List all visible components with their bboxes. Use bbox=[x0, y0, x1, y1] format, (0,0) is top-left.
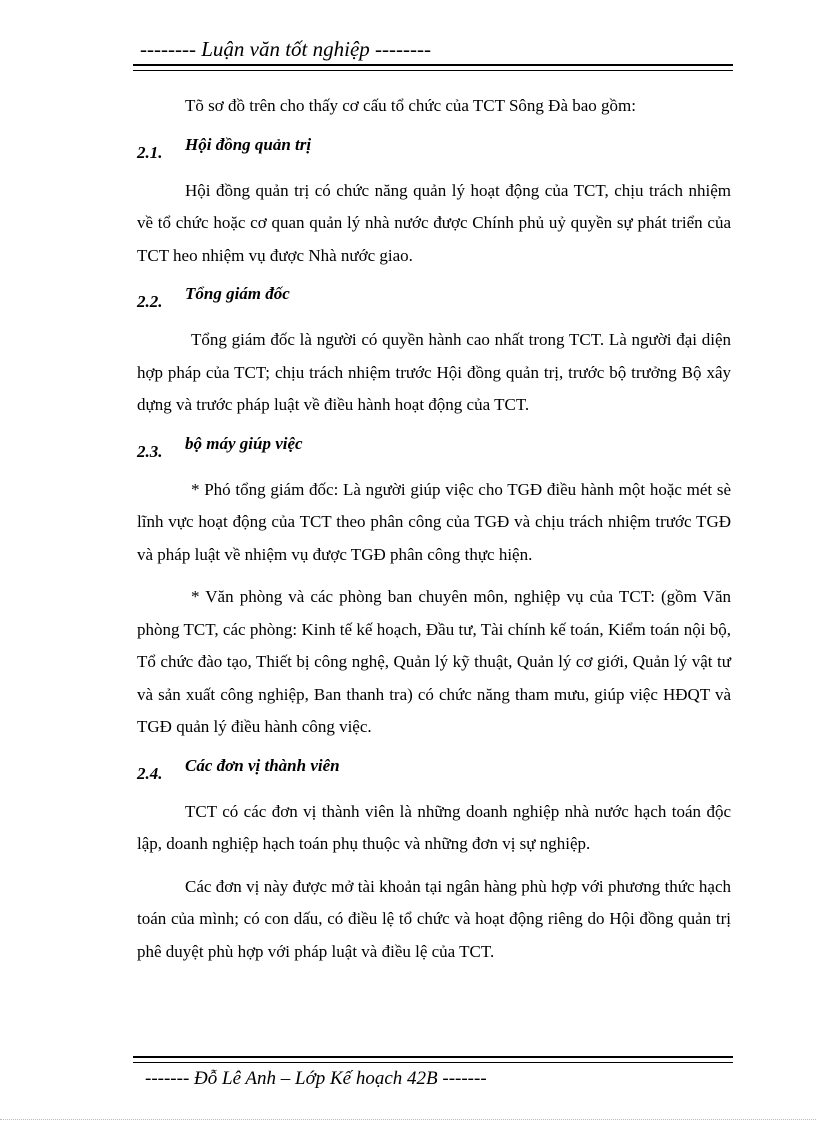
page-edge bbox=[0, 1119, 816, 1120]
page-header: -------- Luận văn tốt nghiệp -------- bbox=[140, 37, 431, 61]
section-heading bbox=[137, 284, 731, 314]
section-number: 2.4. bbox=[137, 763, 163, 783]
section-title: Hội đồng quản trị bbox=[185, 134, 312, 154]
section-heading bbox=[137, 756, 731, 786]
body-paragraph: Các đơn vị này được mở tài khoản tại ngân hàng phù hợp với phương thức hạch toán của mình; có con dấu, có điều lệ tổ chức và hoạt động riêng do Hội đồng quản trị phê duyệt phù hợp với pháp luật và điều lệ của TCT. bbox=[137, 876, 731, 961]
body-paragraph: Hội đồng quản trị có chức năng quản lý hoạt động của TCT, chịu trách nhiệm về tổ chức hoặc cơ quan quản lý nhà nước được Chính phủ uỷ quyền sự phát triển của TCT heo nhiệm vụ được Nhà nước giao. bbox=[137, 180, 731, 265]
document-body bbox=[137, 90, 731, 968]
section-title: Tổng giám đốc bbox=[185, 284, 290, 303]
section-number: 2.2. bbox=[137, 292, 163, 311]
body-paragraph: * Văn phòng và các phòng ban chuyên môn, nghiệp vụ của TCT: (gồm Văn phòng TCT, các phòng: Kinh tế kế hoạch, Đầu tư, Tài chính kế toán, Kiểm toán nội bộ, Tổ chức đào tạo, Thiết bị công nghệ, Quản lý kỹ thuật, Quản lý cơ giới, Quản lý vật tư và sản xuất công nghiệp, Ban thanh tra) có chức năng tham mưu, giúp việc HĐQT và TGĐ quản lý điều hành công việc. bbox=[137, 587, 731, 736]
body-paragraph: TCT có các đơn vị thành viên là những doanh nghiệp nhà nước hạch toán độc lập, doanh nghiệp hạch toán phụ thuộc và những đơn vị sự nghiệp. bbox=[137, 801, 731, 853]
footer-rule bbox=[133, 1056, 733, 1063]
section-heading bbox=[137, 434, 731, 464]
header-rule bbox=[133, 64, 733, 71]
body-paragraph: * Phó tổng giám đốc: Là người giúp việc cho TGĐ điều hành một hoặc mét sè lĩnh vực hoạt động của TCT theo phân công của TGĐ và chịu trách nhiệm trước TGĐ và pháp luật về nhiệm vụ được TGĐ phân công thực hiện. bbox=[137, 479, 731, 564]
section-heading bbox=[137, 135, 731, 165]
page-footer: ------- Đỗ Lê Anh – Lớp Kế hoạch 42B ------- bbox=[145, 1068, 487, 1089]
section-number: 2.3. bbox=[137, 441, 163, 461]
section-number: 2.1. bbox=[137, 142, 163, 162]
intro-paragraph: Tõ sơ đồ trên cho thấy cơ cấu tổ chức của TCT Sông Đà bao gồm: bbox=[185, 96, 636, 115]
body-paragraph: Tổng giám đốc là người có quyền hành cao nhất trong TCT. Là người đại diện hợp pháp của TCT; chịu trách nhiệm trước Hội đồng quản trị, trước bộ trưởng Bộ xây dựng và trước pháp luật về điều hành hoạt động của TCT. bbox=[137, 330, 731, 414]
section-title: bộ máy giúp việc bbox=[185, 433, 303, 453]
section-title: Các đơn vị thành viên bbox=[185, 755, 340, 775]
